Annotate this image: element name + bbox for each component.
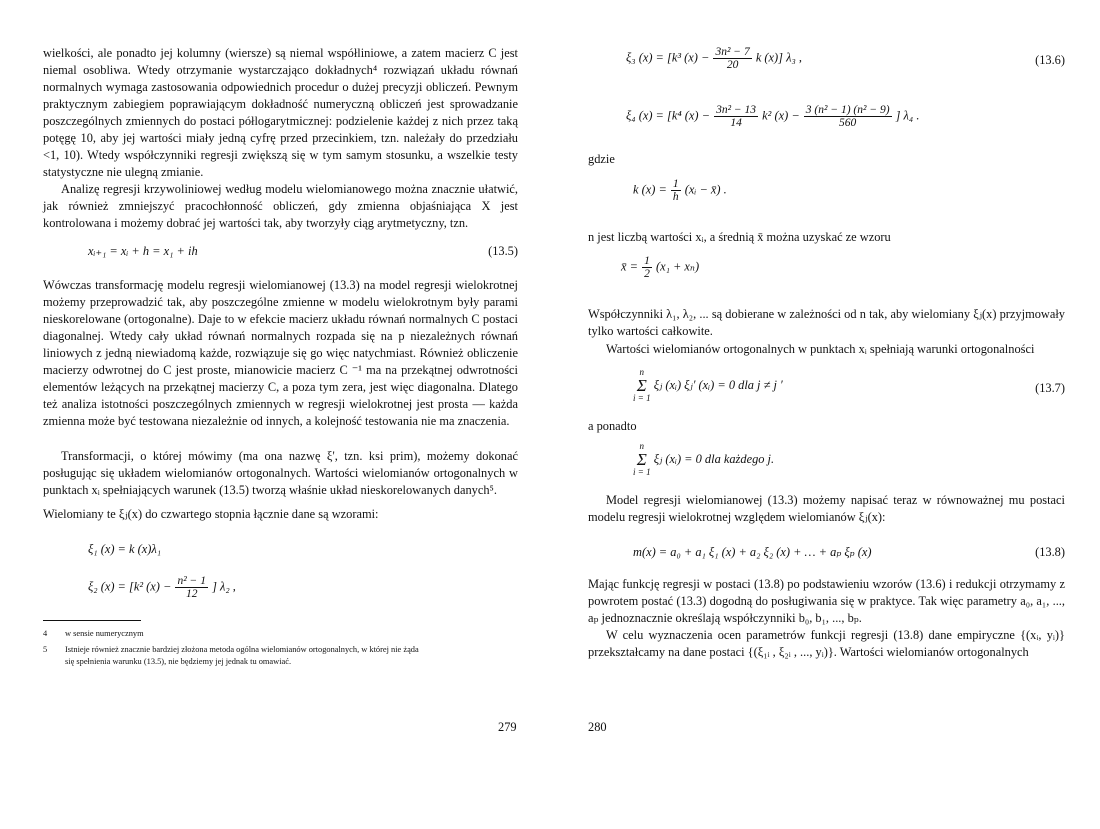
fraction-numerator: 1 xyxy=(672,178,679,190)
equation-number-13-7: (13.7) xyxy=(1035,381,1065,395)
paragraph-wspolczynniki: Współczynniki λ₁, λ₂, ... są dobierane w zależności od n tak, aby wielomiany ξⱼ(x) przyjmowały tylko wartości całkowite. xyxy=(588,307,1065,338)
sum-symbol xyxy=(633,368,651,403)
paragraph-n: n jest liczbą wartości xᵢ, a średnią x̄ można uzyskać ze wzoru xyxy=(588,230,891,244)
fraction-denominator: 12 xyxy=(185,588,198,600)
page-number-left: 279 xyxy=(498,720,517,734)
fraction xyxy=(642,255,652,280)
paragraph-w-celu: W celu wyznaczenia ocen parametrów funkcji regresji (13.8) dane empiryczne {(xᵢ, yᵢ)} przekształcamy na dane postaci {(ξ₁ᵢ , ξ₂ᵢ , ..., yᵢ)}. Wartości wielomianów ortogonalnych xyxy=(588,628,1065,659)
fraction-denominator: 560 xyxy=(839,117,857,129)
footnote-number: 4 xyxy=(43,629,48,638)
footnote-text: w sensie numerycznym xyxy=(65,629,144,638)
equation-13-6-start: ξ₃ (x) = [k³ (x) − xyxy=(626,50,710,65)
fraction xyxy=(714,104,758,129)
footnote-divider xyxy=(43,620,141,621)
equation-xbar-end: (x₁ + xₙ) xyxy=(655,259,700,274)
fraction xyxy=(175,575,207,600)
sum-upper-limit: n xyxy=(639,367,645,377)
equation-13-7-body: ξⱼ (xᵢ) ξⱼ′ (xᵢ) = 0 dla j ≠ j ′ xyxy=(653,378,783,392)
equation-sum-zero xyxy=(633,442,774,478)
fraction xyxy=(671,178,681,203)
equation-13-5 xyxy=(88,243,518,260)
equation-13-8-body: m(x) = a₀ + a₁ ξ₁ (x) + a₂ ξ₂ (x) + … + aₚ ξₚ (x) xyxy=(633,545,872,559)
equation-k-start: k (x) = xyxy=(633,182,667,197)
fraction xyxy=(713,46,751,71)
equation-xi4-middle: k² (x) − xyxy=(762,108,800,123)
equation-xi4-end: ] λ₄ . xyxy=(895,108,920,123)
page-number-right: 280 xyxy=(588,720,607,734)
paragraph-2: Analizę regresji krzywoliniowej według modelu wielomianowego można znacznie ułatwić, jak również zmniejszyć pracochłonność obliczeń, gdy zmienna objaśniająca X jest kontrolowana i możemy dobrać jej wartości tak, aby tworzyły ciąg arytmetyczny, tzn. xyxy=(43,182,518,230)
fraction xyxy=(804,104,892,129)
fraction-denominator: h xyxy=(672,191,679,203)
paragraph-5: Wielomiany te ξⱼ(x) do czwartego stopnia łącznie dane są wzorami: xyxy=(43,507,379,521)
footnote-5 xyxy=(43,644,518,672)
fraction-denominator: 14 xyxy=(730,117,742,129)
sum-symbol xyxy=(633,442,651,477)
fraction-denominator: 20 xyxy=(726,59,739,71)
sigma-glyph: Σ xyxy=(636,376,647,395)
equation-xi2 xyxy=(88,575,236,600)
equation-xbar-start: x̄ = xyxy=(621,259,638,274)
equation-13-8 xyxy=(633,544,1065,561)
equation-sum-zero-body: ξⱼ (xᵢ) = 0 dla każdego j. xyxy=(653,452,775,466)
equation-xi4-start: ξ₄ (x) = [k⁴ (x) − xyxy=(626,108,710,123)
a-ponadto-label: a ponadto xyxy=(588,419,637,433)
paragraph-model: Model regresji wielomianowej (13.3) możemy napisać teraz w równoważnej mu postaci modelu regresji wielokrotnej względem wielomianów ξⱼ(x): xyxy=(588,493,1065,524)
fraction-numerator: 1 xyxy=(644,255,650,267)
equation-k xyxy=(633,178,727,203)
equation-13-6 xyxy=(626,46,1065,71)
equation-xbar xyxy=(621,255,699,280)
footnote-text-line-2: się spełnienia warunku (13.5), nie będziemy jej jednak tu omawiać. xyxy=(65,657,292,666)
sum-lower-limit: i = 1 xyxy=(633,467,651,477)
left-page xyxy=(43,0,518,829)
right-page xyxy=(588,0,1065,829)
footnote-number: 5 xyxy=(43,645,48,654)
equation-xi4 xyxy=(626,104,919,129)
fraction-numerator: 3n² − 13 xyxy=(716,104,757,116)
equation-k-end: (xᵢ − x̄) . xyxy=(684,182,727,197)
fraction-numerator: n² − 1 xyxy=(177,575,206,587)
equation-number-13-6: (13.6) xyxy=(1035,53,1065,67)
sum-upper-limit: n xyxy=(639,441,645,451)
paragraph-wartosci: Wartości wielomianów ortogonalnych w punktach xᵢ spełniają warunki ortogonalności xyxy=(606,342,1035,356)
sigma-glyph: Σ xyxy=(636,450,647,469)
paragraph-majac: Mając funkcję regresji w postaci (13.8) po podstawieniu wzorów (13.6) i redukcji otrzymamy z powrotem postać (13.3) dogodną do posługiwania się w praktyce. Tak więc parametry a₀, a₁, ..., aₚ jednoznacznie określają współczynniki b₀, b₁, ..., bₚ. xyxy=(588,577,1065,625)
paragraph-3: Wówczas transformację modelu regresji wielomianowej (13.3) na model regresji wielokrotnej możemy przeprowadzić tak, aby poszczególne zmienne w modelu wielokrotnym były parami nieskorelowane (ortogonalne). Daje to w efekcie macierz układu równań normalnych C postaci diagonalnej. Wtedy cały układ równań normalnych rozpada się na p niezależnych równań liniowych z jedną niewiadomą każde, rozwiązuje się go więc natychmiast. Również obliczenie macierzy odwrotnej do C jest proste, mianowicie macierz C ⁻¹ ma na przekątnej odwrotności elementów leżących na przekątnej macierzy C, a poza tym zera, jest więc diagonalna. Dlatego też analiza istotności poszczególnych zmiennych w regresji wielokrotnej jest prosta — każda zmienna może być testowana niezależnie od innych, a kolejność testowania nie ma znaczenia. xyxy=(43,278,518,428)
equation-xi2-start: ξ₂ (x) = [k² (x) − xyxy=(88,579,172,594)
equation-13-6-end: k (x)] λ₃ , xyxy=(755,50,802,65)
sum-lower-limit: i = 1 xyxy=(633,393,651,403)
equation-xi1: ξ₁ (x) = k (x)λ₁ xyxy=(88,542,162,556)
fraction-denominator: 2 xyxy=(644,268,650,280)
equation-13-5-body: xᵢ₊₁ = xᵢ + h = x₁ + ih xyxy=(88,244,198,258)
equation-13-7 xyxy=(633,368,1065,404)
fraction-numerator: 3 (n² − 1) (n² − 9) xyxy=(805,104,890,116)
fraction-numerator: 3n² − 7 xyxy=(715,46,750,58)
footnote-text-line-1: Istnieje również znacznie bardziej złożona metoda ogólna wielomianów ortogonalnych, w której nie żąda xyxy=(65,645,419,654)
paragraph-1: wielkości, ale ponadto jej kolumny (wiersze) są niemal współliniowe, a zatem macierz C jest niemal osobliwa. Wtedy otrzymanie wystarczająco dokładnych⁴ rozwiązań układu równań normalnych wymaga zastosowania odpowiednich procedur o dużej precyzji obliczeń. Pewnym praktycznym zabiegiem poprawiającym dokładność numeryczną obliczeń jest sprowadzanie poszczególnych zmiennych do postaci półlogarytmicznej: podzielenie każdej z nich przez taką potęgę 10, aby jej wartości miały jedną cyfrę przed przecinkiem, tzn. należały do przedziału <1, 10). Wtedy współczynniki regresji zwiększą się w tym samym stosunku, a wszelkie testy statystyczne nie ulegną zmianie. xyxy=(43,46,518,179)
paragraph-4: Transformacji, o której mówimy (ma ona nazwę ξ', tzn. ksi prim), możemy dokonać posługując się układem wielomianów ortogonalnych. Wartości wielomianów ortogonalnych w punktach xᵢ spełniających warunek (13.5) tworzą właśnie układ nieskorelowanych danych⁵. xyxy=(43,449,518,497)
equation-number-13-5: (13.5) xyxy=(488,244,518,258)
equation-xi2-end: ] λ₂ , xyxy=(212,579,236,594)
equation-number-13-8: (13.8) xyxy=(1035,545,1065,559)
gdzie-label: gdzie xyxy=(588,152,615,166)
